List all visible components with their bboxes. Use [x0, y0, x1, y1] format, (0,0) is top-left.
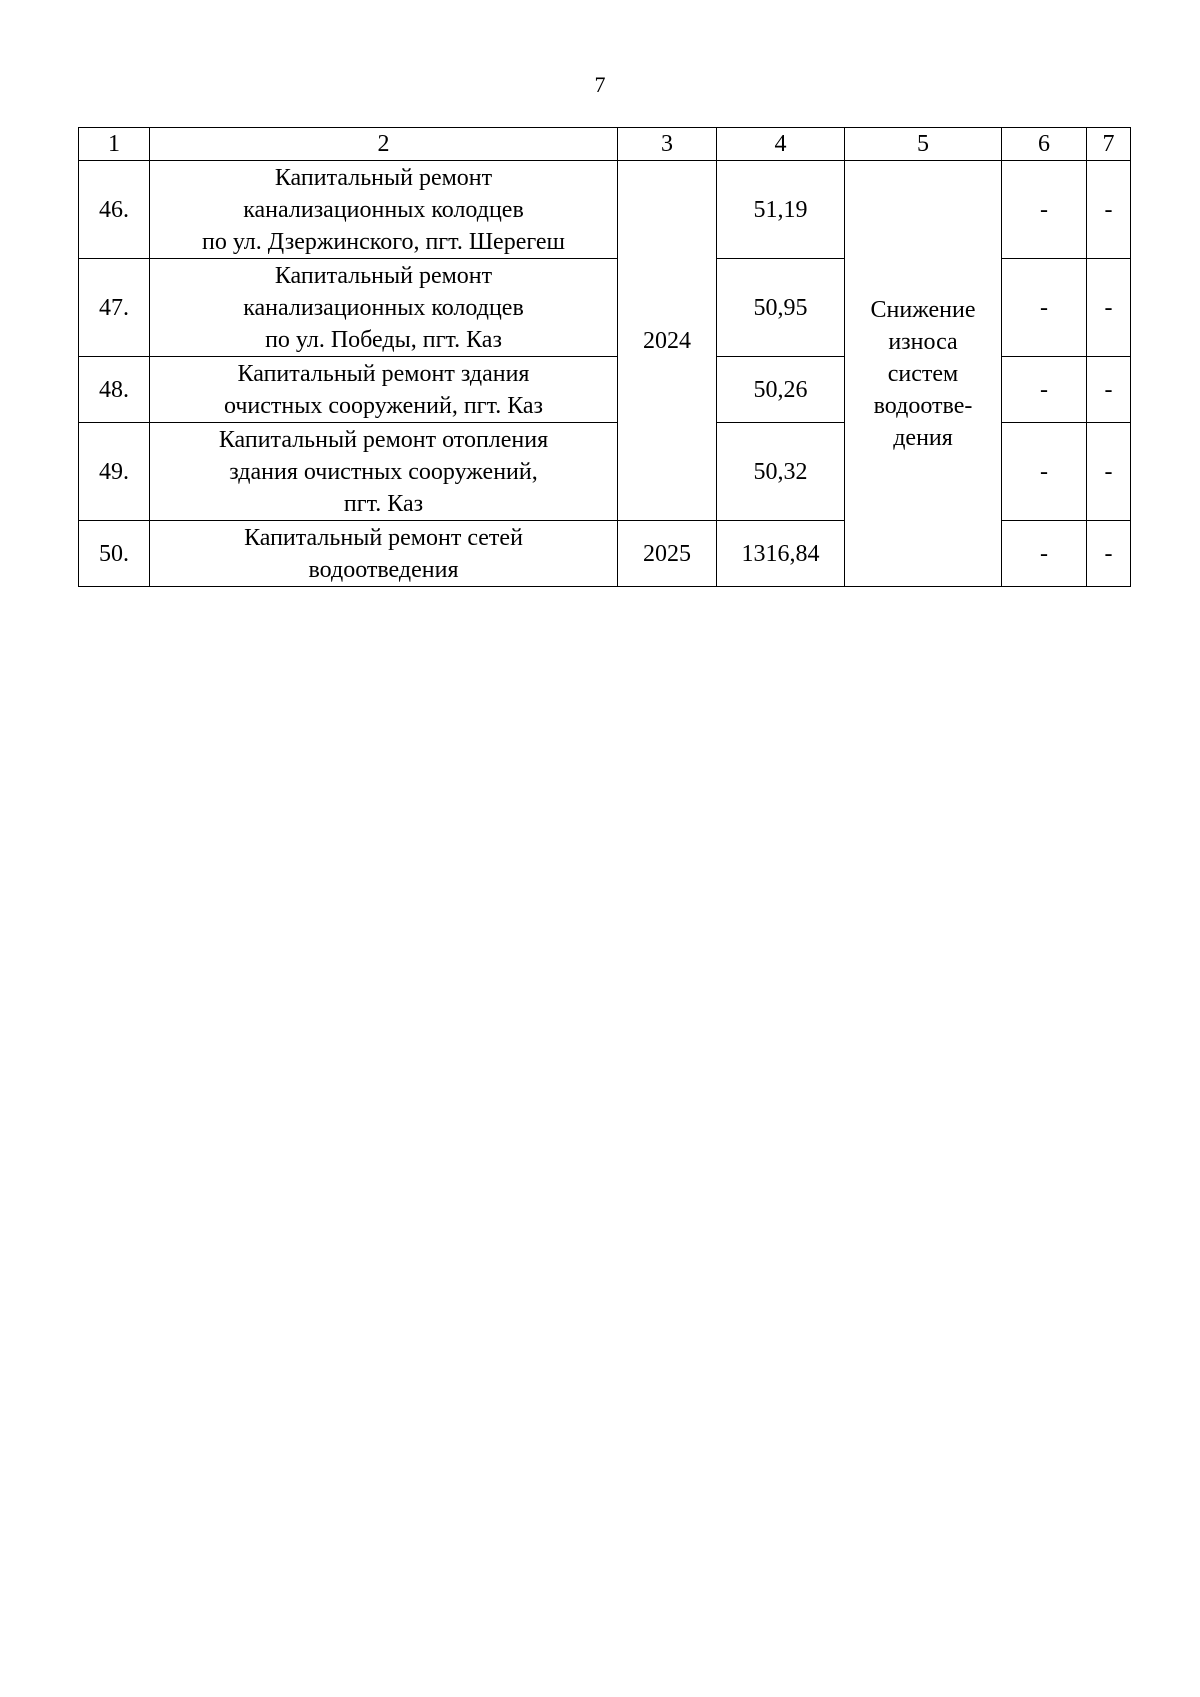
header-cell-4: 4	[717, 128, 845, 161]
col6-cell: -	[1002, 423, 1087, 521]
work-description: Капитальный ремонт канализационных колодцев по ул. Победы, пгт. Каз	[150, 259, 618, 357]
works-table	[78, 127, 1131, 587]
effect-cell-merged: Снижение износа систем водоотве- дения	[845, 161, 1002, 587]
row-number: 46.	[79, 161, 150, 259]
col7-cell: -	[1087, 357, 1131, 423]
work-description: Капитальный ремонт канализационных колодцев по ул. Дзержинского, пгт. Шерегеш	[150, 161, 618, 259]
year-cell: 2025	[618, 521, 717, 587]
amount-cell: 1316,84	[717, 521, 845, 587]
col7-cell: -	[1087, 423, 1131, 521]
header-cell-1: 1	[79, 128, 150, 161]
work-description: Капитальный ремонт сетей водоотведения	[150, 521, 618, 587]
header-cell-7: 7	[1087, 128, 1131, 161]
row-number: 50.	[79, 521, 150, 587]
table-row	[79, 161, 1131, 259]
amount-cell: 50,95	[717, 259, 845, 357]
header-cell-5: 5	[845, 128, 1002, 161]
row-number: 49.	[79, 423, 150, 521]
work-description: Капитальный ремонт здания очистных сооружений, пгт. Каз	[150, 357, 618, 423]
year-cell-merged: 2024	[618, 161, 717, 521]
header-cell-6: 6	[1002, 128, 1087, 161]
col6-cell: -	[1002, 521, 1087, 587]
col6-cell: -	[1002, 259, 1087, 357]
header-cell-3: 3	[618, 128, 717, 161]
page-number: 7	[594, 72, 606, 97]
row-number: 48.	[79, 357, 150, 423]
col7-cell: -	[1087, 161, 1131, 259]
col7-cell: -	[1087, 521, 1131, 587]
col7-cell: -	[1087, 259, 1131, 357]
work-description: Капитальный ремонт отопления здания очистных сооружений, пгт. Каз	[150, 423, 618, 521]
table-header-row	[79, 128, 1131, 161]
amount-cell: 51,19	[717, 161, 845, 259]
col6-cell: -	[1002, 161, 1087, 259]
header-cell-2: 2	[150, 128, 618, 161]
row-number: 47.	[79, 259, 150, 357]
amount-cell: 50,26	[717, 357, 845, 423]
col6-cell: -	[1002, 357, 1087, 423]
amount-cell: 50,32	[717, 423, 845, 521]
